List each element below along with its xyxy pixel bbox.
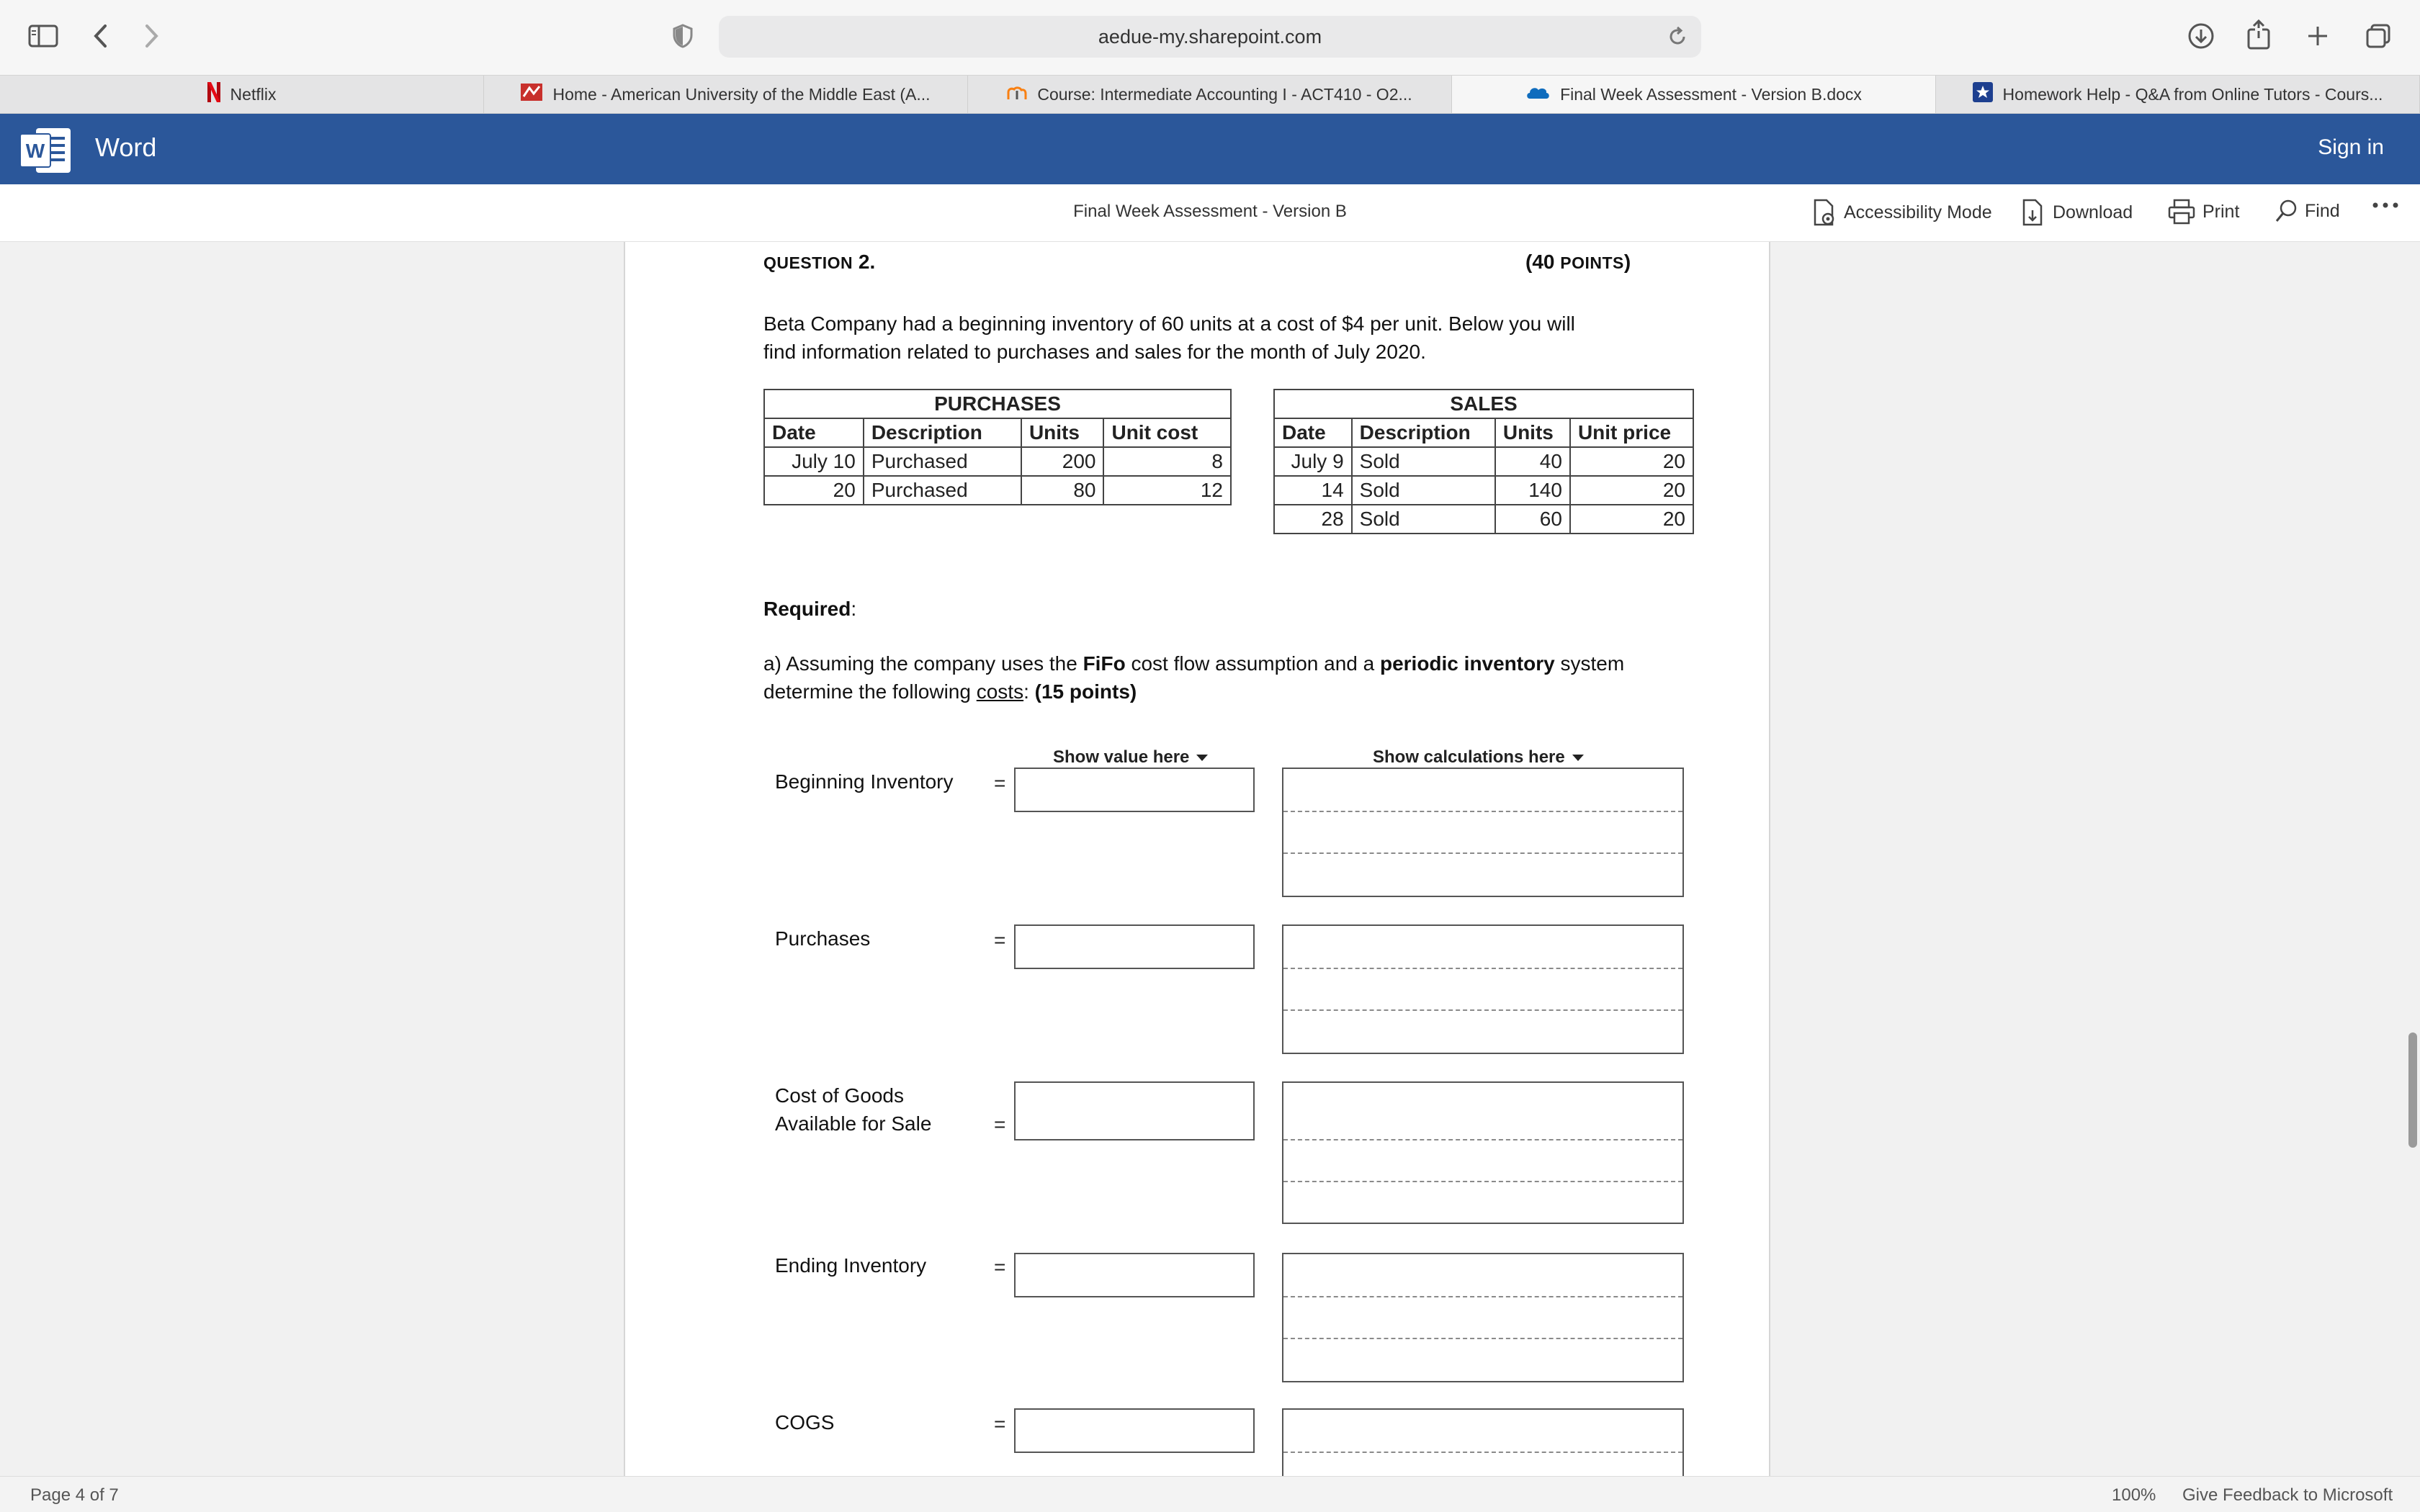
- vertical-scrollbar[interactable]: [2408, 1032, 2417, 1148]
- required-heading: [763, 598, 856, 621]
- cogas-value-field[interactable]: [1014, 1081, 1255, 1140]
- cell: July 9: [1274, 447, 1352, 476]
- tab-aum-home[interactable]: [484, 76, 968, 113]
- tab-label: Netflix: [230, 84, 277, 104]
- share-icon[interactable]: [2236, 12, 2282, 58]
- intro-line: find information related to purchases and sales for the month of July 2020.: [763, 341, 1426, 363]
- word-logo-icon[interactable]: [19, 125, 73, 179]
- download-button[interactable]: [2021, 199, 2133, 226]
- column-header: Units: [1021, 418, 1104, 447]
- cogs-value-field[interactable]: [1014, 1408, 1255, 1453]
- browser-toolbar: [0, 0, 2420, 75]
- table-row: [764, 447, 1231, 476]
- column-header: Description: [864, 418, 1021, 447]
- purchases-calc-field[interactable]: [1282, 924, 1684, 1054]
- text-run: costs: [976, 680, 1024, 703]
- ending-inventory-value-field[interactable]: [1014, 1253, 1255, 1297]
- column-header: Description: [1352, 418, 1495, 447]
- find-label: Find: [2305, 200, 2340, 221]
- cogas-calc-field[interactable]: [1282, 1081, 1684, 1224]
- beginning-inventory-calc-field[interactable]: [1282, 768, 1684, 897]
- app-name[interactable]: Word: [95, 132, 157, 162]
- cogas-label-line: Available for Sale: [775, 1112, 932, 1135]
- text-run: FiFo: [1083, 652, 1126, 675]
- column-header: Unit cost: [1103, 418, 1231, 447]
- sidebar-toggle-icon[interactable]: [20, 13, 66, 59]
- equals-sign: =: [994, 1413, 1006, 1435]
- more-options-icon[interactable]: [2372, 202, 2406, 209]
- cell: 28: [1274, 505, 1352, 534]
- intro-paragraph: [763, 310, 1575, 366]
- calc-column-header[interactable]: [1373, 747, 1584, 768]
- question-number: 2.: [858, 251, 876, 273]
- document-canvas[interactable]: [0, 242, 2420, 1476]
- column-header: Date: [764, 418, 864, 447]
- cell: Sold: [1352, 505, 1495, 534]
- calc-header-label: Show calculations here: [1373, 747, 1565, 767]
- cell: Sold: [1352, 476, 1495, 505]
- moodle-icon: [1007, 84, 1027, 105]
- required-label: Required: [763, 598, 851, 620]
- text-run: :: [1023, 680, 1035, 703]
- value-column-header[interactable]: [1053, 747, 1208, 768]
- column-header: Date: [1274, 418, 1352, 447]
- dropdown-caret-icon: [1572, 755, 1584, 761]
- points-close: ): [1623, 251, 1631, 273]
- table-row: [1274, 476, 1693, 505]
- forward-icon[interactable]: [128, 13, 174, 59]
- page-indicator: Page 4 of 7: [30, 1485, 119, 1505]
- find-button[interactable]: [2275, 199, 2340, 223]
- document-title: Final Week Assessment - Version B: [1073, 202, 1347, 221]
- intro-line: Beta Company had a beginning inventory of 60 units at a cost of $4 per unit. Below you will: [763, 312, 1575, 335]
- tab-label: Home - American University of the Middle East (A...: [552, 84, 931, 104]
- new-tab-icon[interactable]: [2295, 13, 2341, 59]
- purchases-label: Purchases: [775, 927, 871, 950]
- aum-icon: [521, 84, 542, 105]
- tab-label: Course: Intermediate Accounting I - ACT410 - O2...: [1037, 84, 1412, 104]
- netflix-icon: [207, 82, 220, 107]
- text-run: determine the following: [763, 680, 977, 703]
- tab-coursehero[interactable]: [1936, 76, 2420, 113]
- sales-table: [1273, 389, 1694, 534]
- document-page: [624, 242, 1770, 1476]
- cogas-label: [775, 1081, 931, 1138]
- equals-sign: =: [994, 1256, 1006, 1278]
- dropdown-caret-icon: [1196, 755, 1208, 761]
- download-doc-icon: [2021, 199, 2045, 226]
- ending-inventory-label: Ending Inventory: [775, 1254, 927, 1277]
- accessibility-icon: [1812, 199, 1837, 226]
- text-run: periodic inventory: [1379, 652, 1555, 675]
- tab-label: Homework Help - Q&A from Online Tutors - Cours...: [2002, 84, 2383, 104]
- cogs-calc-field[interactable]: [1282, 1408, 1684, 1476]
- download-label: Download: [2053, 202, 2133, 222]
- tab-netflix[interactable]: [0, 76, 484, 113]
- address-bar[interactable]: [719, 16, 1701, 58]
- text-run: cost flow assumption and a: [1125, 652, 1380, 675]
- cell: Sold: [1352, 447, 1495, 476]
- purchases-table: [763, 389, 1232, 505]
- text-run: system: [1554, 652, 1625, 675]
- table-row: [764, 476, 1231, 505]
- cell: 14: [1274, 476, 1352, 505]
- accessibility-mode-button[interactable]: [1812, 199, 1992, 226]
- cell: 20: [1570, 505, 1693, 534]
- cell: 200: [1021, 447, 1104, 476]
- svg-text:W: W: [25, 140, 45, 162]
- beginning-inventory-value-field[interactable]: [1014, 768, 1255, 812]
- print-label: Print: [2202, 201, 2240, 222]
- sign-in-link[interactable]: Sign in: [2318, 135, 2384, 159]
- equals-sign: =: [994, 772, 1006, 794]
- cell: 40: [1495, 447, 1570, 476]
- printer-icon: [2168, 199, 2195, 225]
- question-title: [763, 251, 875, 274]
- zoom-level[interactable]: 100%: [2112, 1485, 2156, 1505]
- cell: 8: [1103, 447, 1231, 476]
- purchases-value-field[interactable]: [1014, 924, 1255, 969]
- tab-course[interactable]: [968, 76, 1452, 113]
- points-number: (40: [1525, 251, 1555, 273]
- ending-inventory-calc-field[interactable]: [1282, 1253, 1684, 1382]
- onedrive-icon: [1525, 84, 1550, 104]
- cogs-label: COGS: [775, 1411, 835, 1434]
- cell: 60: [1495, 505, 1570, 534]
- points-word: POINTS: [1560, 253, 1624, 272]
- text-run: a) Assuming the company uses the: [763, 652, 1083, 675]
- tab-label: Final Week Assessment - Version B.docx: [1560, 84, 1862, 104]
- cell: Purchased: [864, 447, 1021, 476]
- tab-overview-icon[interactable]: [2355, 13, 2401, 59]
- reload-icon[interactable]: [1667, 26, 1688, 53]
- column-header: Units: [1495, 418, 1570, 447]
- equals-sign: =: [994, 1113, 1006, 1135]
- accessibility-label: Accessibility Mode: [1844, 202, 1992, 222]
- back-icon[interactable]: [78, 13, 124, 59]
- command-bar: [0, 184, 2420, 242]
- word-header: [0, 114, 2420, 184]
- search-icon: [2275, 199, 2298, 223]
- sales-caption: SALES: [1274, 390, 1693, 418]
- cell: 20: [1570, 476, 1693, 505]
- equals-sign: =: [994, 929, 1006, 951]
- print-button[interactable]: [2168, 199, 2239, 225]
- url-text: aedue-my.sharepoint.com: [1098, 25, 1322, 48]
- text-run: (15 points): [1034, 680, 1137, 703]
- cell: 140: [1495, 476, 1570, 505]
- cell: July 10: [764, 447, 864, 476]
- column-header: Unit price: [1570, 418, 1693, 447]
- question-points: [1525, 251, 1631, 274]
- part-a-instructions: [763, 649, 1624, 706]
- table-row: [1274, 447, 1693, 476]
- feedback-link[interactable]: Give Feedback to Microsoft: [2182, 1485, 2393, 1505]
- value-header-label: Show value here: [1053, 747, 1190, 767]
- privacy-shield-icon[interactable]: [660, 13, 706, 59]
- tab-final-assessment[interactable]: [1452, 76, 1936, 113]
- coursehero-icon: [1973, 82, 1993, 107]
- cogas-label-line: Cost of Goods: [775, 1084, 904, 1107]
- cell: 20: [1570, 447, 1693, 476]
- cell: 12: [1103, 476, 1231, 505]
- cell: Purchased: [864, 476, 1021, 505]
- purchases-caption: PURCHASES: [764, 390, 1231, 418]
- question-word: QUESTION: [763, 253, 853, 272]
- cell: 20: [764, 476, 864, 505]
- tab-strip: [0, 75, 2420, 114]
- required-colon: :: [851, 598, 857, 620]
- table-row: [1274, 505, 1693, 534]
- beginning-inventory-label: Beginning Inventory: [775, 770, 954, 793]
- cell: 80: [1021, 476, 1104, 505]
- downloads-icon[interactable]: [2178, 13, 2224, 59]
- status-bar: [0, 1476, 2420, 1512]
